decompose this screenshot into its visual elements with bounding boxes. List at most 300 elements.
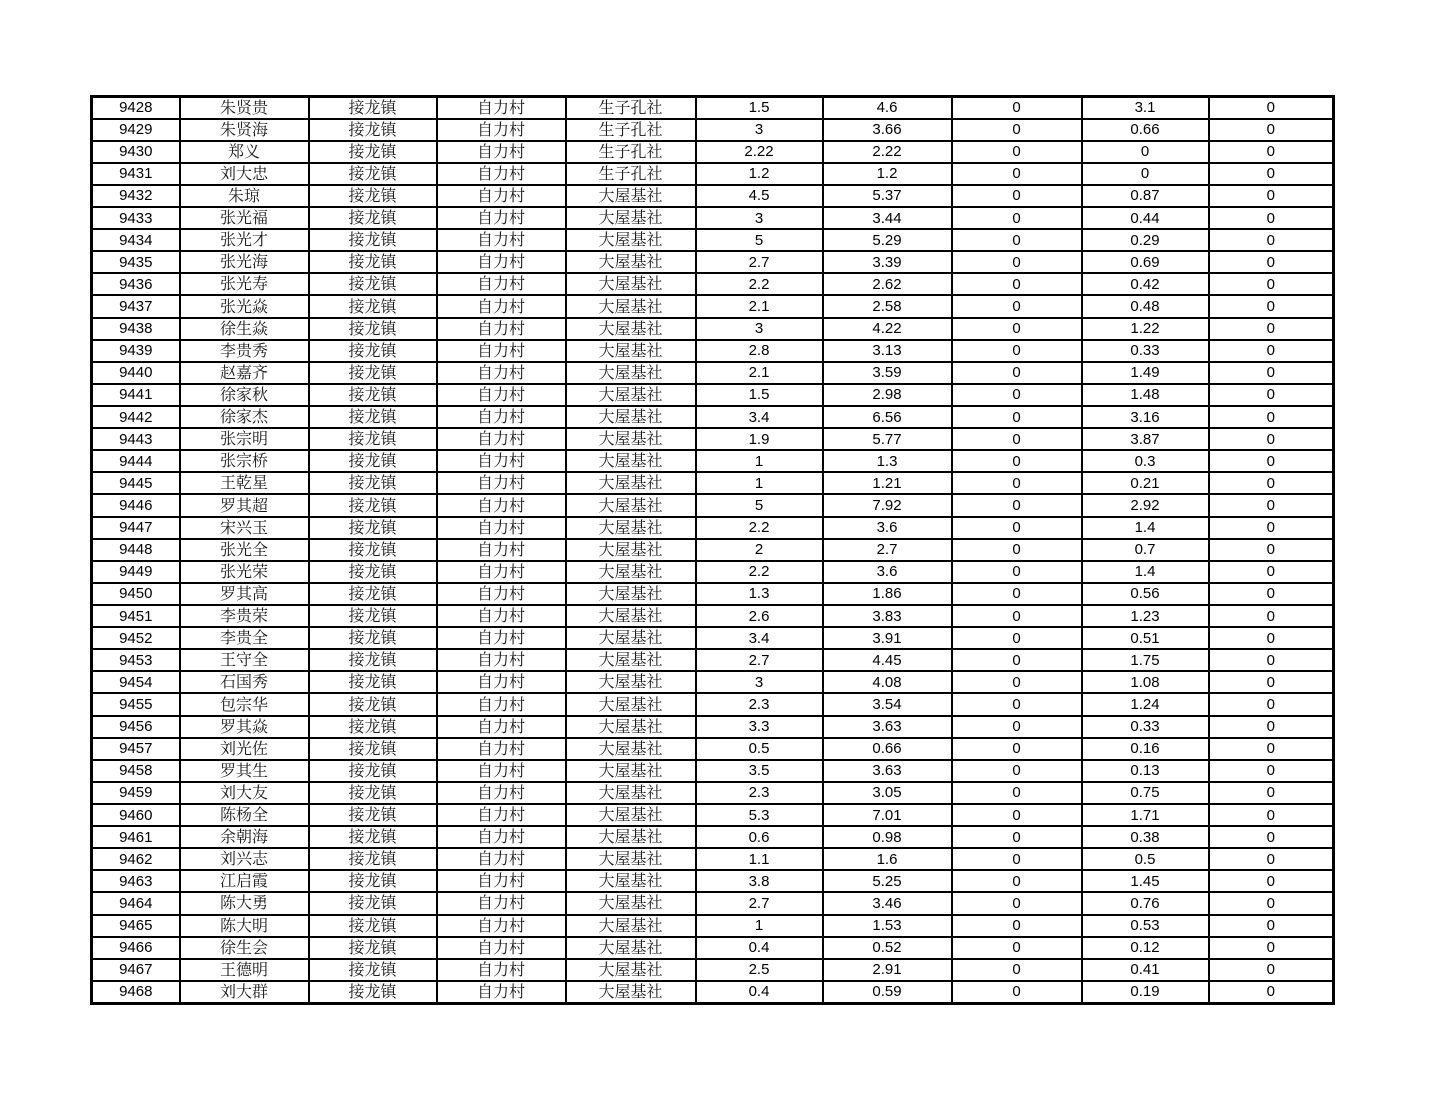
cell-person-id: 9445 <box>92 472 180 494</box>
cell-town: 接龙镇 <box>309 848 437 870</box>
cell-town: 接龙镇 <box>309 959 437 981</box>
cell-person-id: 9464 <box>92 892 180 914</box>
cell-village: 自力村 <box>437 738 566 760</box>
cell-value-4: 0.33 <box>1082 716 1209 738</box>
cell-town: 接龙镇 <box>309 870 437 892</box>
cell-person-id: 9449 <box>92 561 180 583</box>
cell-town: 接龙镇 <box>309 671 437 693</box>
cell-town: 接龙镇 <box>309 561 437 583</box>
cell-value-4: 1.08 <box>1082 671 1209 693</box>
cell-value-2: 1.3 <box>823 450 952 472</box>
table-row <box>92 892 1334 914</box>
cell-village: 自力村 <box>437 826 566 848</box>
cell-value-2: 3.66 <box>823 119 952 141</box>
cell-value-1: 2.1 <box>696 362 823 384</box>
table-row <box>92 185 1334 207</box>
cell-person-id: 9446 <box>92 494 180 516</box>
cell-value-4: 0.44 <box>1082 207 1209 229</box>
cell-value-1: 2.2 <box>696 517 823 539</box>
cell-hamlet: 生子孔社 <box>566 97 696 119</box>
cell-value-5: 0 <box>1209 915 1334 937</box>
cell-person-name: 李贵荣 <box>180 605 309 627</box>
cell-hamlet: 大屋基社 <box>566 782 696 804</box>
table-row <box>92 671 1334 693</box>
table-row <box>92 428 1334 450</box>
cell-value-5: 0 <box>1209 318 1334 340</box>
cell-value-2: 0.98 <box>823 826 952 848</box>
cell-value-5: 0 <box>1209 517 1334 539</box>
cell-hamlet: 大屋基社 <box>566 340 696 362</box>
cell-village: 自力村 <box>437 406 566 428</box>
cell-value-3: 0 <box>952 207 1082 229</box>
cell-person-name: 江启霞 <box>180 870 309 892</box>
cell-value-3: 0 <box>952 450 1082 472</box>
cell-village: 自力村 <box>437 384 566 406</box>
cell-village: 自力村 <box>437 229 566 251</box>
cell-person-name: 徐生焱 <box>180 318 309 340</box>
cell-value-3: 0 <box>952 782 1082 804</box>
cell-town: 接龙镇 <box>309 295 437 317</box>
cell-value-3: 0 <box>952 848 1082 870</box>
table-body <box>92 97 1334 1004</box>
cell-village: 自力村 <box>437 185 566 207</box>
table-row <box>92 273 1334 295</box>
cell-hamlet: 大屋基社 <box>566 981 696 1004</box>
cell-person-name: 王乾星 <box>180 472 309 494</box>
cell-person-id: 9438 <box>92 318 180 340</box>
cell-value-1: 1 <box>696 915 823 937</box>
cell-person-name: 罗其焱 <box>180 716 309 738</box>
cell-hamlet: 大屋基社 <box>566 428 696 450</box>
cell-value-5: 0 <box>1209 229 1334 251</box>
cell-value-3: 0 <box>952 716 1082 738</box>
cell-value-2: 3.59 <box>823 362 952 384</box>
cell-value-5: 0 <box>1209 671 1334 693</box>
cell-value-1: 3 <box>696 207 823 229</box>
cell-value-4: 1.49 <box>1082 362 1209 384</box>
cell-person-name: 刘大忠 <box>180 163 309 185</box>
cell-value-1: 5 <box>696 229 823 251</box>
cell-value-2: 4.6 <box>823 97 952 119</box>
cell-value-4: 1.75 <box>1082 649 1209 671</box>
cell-person-id: 9452 <box>92 627 180 649</box>
cell-person-id: 9454 <box>92 671 180 693</box>
cell-person-name: 陈大勇 <box>180 892 309 914</box>
cell-village: 自力村 <box>437 892 566 914</box>
cell-value-2: 3.6 <box>823 561 952 583</box>
cell-village: 自力村 <box>437 207 566 229</box>
cell-person-name: 罗其生 <box>180 760 309 782</box>
cell-person-id: 9441 <box>92 384 180 406</box>
cell-town: 接龙镇 <box>309 981 437 1004</box>
cell-value-2: 3.05 <box>823 782 952 804</box>
cell-village: 自力村 <box>437 782 566 804</box>
cell-village: 自力村 <box>437 141 566 163</box>
cell-town: 接龙镇 <box>309 539 437 561</box>
cell-value-2: 2.58 <box>823 295 952 317</box>
cell-value-3: 0 <box>952 318 1082 340</box>
cell-hamlet: 大屋基社 <box>566 583 696 605</box>
cell-value-5: 0 <box>1209 450 1334 472</box>
cell-value-5: 0 <box>1209 340 1334 362</box>
cell-value-2: 7.01 <box>823 804 952 826</box>
cell-hamlet: 大屋基社 <box>566 362 696 384</box>
cell-value-4: 1.22 <box>1082 318 1209 340</box>
cell-value-5: 0 <box>1209 207 1334 229</box>
cell-town: 接龙镇 <box>309 605 437 627</box>
cell-village: 自力村 <box>437 848 566 870</box>
cell-value-3: 0 <box>952 892 1082 914</box>
cell-hamlet: 大屋基社 <box>566 649 696 671</box>
cell-person-id: 9432 <box>92 185 180 207</box>
cell-town: 接龙镇 <box>309 649 437 671</box>
cell-value-1: 2.2 <box>696 561 823 583</box>
table-row <box>92 163 1334 185</box>
cell-village: 自力村 <box>437 959 566 981</box>
cell-value-1: 1.3 <box>696 583 823 605</box>
cell-value-2: 5.77 <box>823 428 952 450</box>
cell-value-2: 1.53 <box>823 915 952 937</box>
table-row <box>92 649 1334 671</box>
cell-value-2: 5.25 <box>823 870 952 892</box>
table-row <box>92 915 1334 937</box>
cell-value-3: 0 <box>952 295 1082 317</box>
cell-town: 接龙镇 <box>309 384 437 406</box>
cell-value-5: 0 <box>1209 362 1334 384</box>
cell-town: 接龙镇 <box>309 472 437 494</box>
table-row <box>92 384 1334 406</box>
cell-value-3: 0 <box>952 472 1082 494</box>
cell-town: 接龙镇 <box>309 141 437 163</box>
cell-village: 自力村 <box>437 605 566 627</box>
cell-value-3: 0 <box>952 826 1082 848</box>
cell-person-id: 9453 <box>92 649 180 671</box>
cell-person-name: 郑义 <box>180 141 309 163</box>
cell-hamlet: 大屋基社 <box>566 539 696 561</box>
cell-value-1: 0.6 <box>696 826 823 848</box>
cell-person-id: 9462 <box>92 848 180 870</box>
cell-value-4: 0.5 <box>1082 848 1209 870</box>
cell-town: 接龙镇 <box>309 207 437 229</box>
cell-village: 自力村 <box>437 295 566 317</box>
cell-value-3: 0 <box>952 251 1082 273</box>
cell-value-4: 0.42 <box>1082 273 1209 295</box>
cell-value-5: 0 <box>1209 716 1334 738</box>
cell-value-4: 1.4 <box>1082 517 1209 539</box>
cell-value-5: 0 <box>1209 649 1334 671</box>
cell-person-id: 9468 <box>92 981 180 1004</box>
cell-value-1: 4.5 <box>696 185 823 207</box>
cell-value-4: 0.66 <box>1082 119 1209 141</box>
cell-value-5: 0 <box>1209 119 1334 141</box>
cell-person-id: 9465 <box>92 915 180 937</box>
cell-village: 自力村 <box>437 716 566 738</box>
cell-value-5: 0 <box>1209 870 1334 892</box>
cell-person-name: 刘大群 <box>180 981 309 1004</box>
cell-village: 自力村 <box>437 517 566 539</box>
cell-town: 接龙镇 <box>309 163 437 185</box>
table-row <box>92 937 1334 959</box>
cell-town: 接龙镇 <box>309 782 437 804</box>
cell-person-name: 张光才 <box>180 229 309 251</box>
cell-value-4: 1.48 <box>1082 384 1209 406</box>
cell-village: 自力村 <box>437 472 566 494</box>
cell-town: 接龙镇 <box>309 627 437 649</box>
cell-value-3: 0 <box>952 804 1082 826</box>
cell-value-2: 3.13 <box>823 340 952 362</box>
table-row <box>92 472 1334 494</box>
cell-village: 自力村 <box>437 671 566 693</box>
cell-value-5: 0 <box>1209 892 1334 914</box>
cell-value-5: 0 <box>1209 185 1334 207</box>
cell-hamlet: 大屋基社 <box>566 870 696 892</box>
cell-value-5: 0 <box>1209 428 1334 450</box>
cell-hamlet: 大屋基社 <box>566 760 696 782</box>
table-row <box>92 141 1334 163</box>
cell-village: 自力村 <box>437 494 566 516</box>
cell-person-name: 罗其超 <box>180 494 309 516</box>
cell-hamlet: 大屋基社 <box>566 472 696 494</box>
cell-town: 接龙镇 <box>309 804 437 826</box>
cell-value-5: 0 <box>1209 141 1334 163</box>
cell-value-4: 1.71 <box>1082 804 1209 826</box>
cell-person-name: 张光焱 <box>180 295 309 317</box>
cell-person-name: 刘光佐 <box>180 738 309 760</box>
cell-person-name: 石国秀 <box>180 671 309 693</box>
cell-value-2: 3.63 <box>823 716 952 738</box>
cell-value-3: 0 <box>952 539 1082 561</box>
cell-person-id: 9440 <box>92 362 180 384</box>
cell-hamlet: 大屋基社 <box>566 937 696 959</box>
cell-hamlet: 大屋基社 <box>566 517 696 539</box>
cell-value-3: 0 <box>952 428 1082 450</box>
cell-value-2: 3.39 <box>823 251 952 273</box>
cell-person-name: 朱贤海 <box>180 119 309 141</box>
cell-person-id: 9434 <box>92 229 180 251</box>
cell-village: 自力村 <box>437 428 566 450</box>
cell-value-5: 0 <box>1209 295 1334 317</box>
table-row <box>92 716 1334 738</box>
cell-value-5: 0 <box>1209 826 1334 848</box>
cell-person-name: 赵嘉齐 <box>180 362 309 384</box>
data-table <box>90 95 1335 1005</box>
cell-town: 接龙镇 <box>309 450 437 472</box>
cell-value-4: 0.13 <box>1082 760 1209 782</box>
cell-value-2: 0.59 <box>823 981 952 1004</box>
cell-person-name: 张光全 <box>180 539 309 561</box>
cell-value-5: 0 <box>1209 273 1334 295</box>
cell-town: 接龙镇 <box>309 494 437 516</box>
table-sheet <box>90 95 1335 1005</box>
cell-value-3: 0 <box>952 627 1082 649</box>
table-row <box>92 494 1334 516</box>
cell-village: 自力村 <box>437 561 566 583</box>
cell-value-4: 0.33 <box>1082 340 1209 362</box>
cell-value-1: 3 <box>696 671 823 693</box>
cell-person-id: 9450 <box>92 583 180 605</box>
cell-hamlet: 大屋基社 <box>566 693 696 715</box>
cell-person-id: 9444 <box>92 450 180 472</box>
cell-value-4: 0 <box>1082 163 1209 185</box>
cell-value-5: 0 <box>1209 959 1334 981</box>
cell-value-4: 0.87 <box>1082 185 1209 207</box>
cell-town: 接龙镇 <box>309 915 437 937</box>
cell-village: 自力村 <box>437 251 566 273</box>
cell-value-3: 0 <box>952 340 1082 362</box>
cell-town: 接龙镇 <box>309 406 437 428</box>
cell-value-1: 5 <box>696 494 823 516</box>
cell-value-2: 5.29 <box>823 229 952 251</box>
table-row <box>92 981 1334 1004</box>
cell-person-id: 9451 <box>92 605 180 627</box>
cell-hamlet: 大屋基社 <box>566 826 696 848</box>
cell-value-2: 2.62 <box>823 273 952 295</box>
cell-value-1: 3.8 <box>696 870 823 892</box>
cell-value-2: 4.08 <box>823 671 952 693</box>
cell-value-4: 0.21 <box>1082 472 1209 494</box>
cell-value-3: 0 <box>952 671 1082 693</box>
cell-value-4: 1.45 <box>1082 870 1209 892</box>
cell-value-5: 0 <box>1209 406 1334 428</box>
cell-town: 接龙镇 <box>309 185 437 207</box>
cell-person-id: 9457 <box>92 738 180 760</box>
cell-value-4: 0.69 <box>1082 251 1209 273</box>
cell-value-3: 0 <box>952 561 1082 583</box>
cell-person-id: 9429 <box>92 119 180 141</box>
cell-value-5: 0 <box>1209 693 1334 715</box>
cell-value-3: 0 <box>952 273 1082 295</box>
cell-value-3: 0 <box>952 384 1082 406</box>
cell-hamlet: 大屋基社 <box>566 273 696 295</box>
cell-value-2: 5.37 <box>823 185 952 207</box>
cell-value-1: 1.5 <box>696 97 823 119</box>
table-row <box>92 760 1334 782</box>
cell-town: 接龙镇 <box>309 693 437 715</box>
cell-value-1: 1.2 <box>696 163 823 185</box>
cell-value-5: 0 <box>1209 472 1334 494</box>
cell-hamlet: 大屋基社 <box>566 915 696 937</box>
cell-person-name: 陈杨全 <box>180 804 309 826</box>
cell-village: 自力村 <box>437 760 566 782</box>
cell-hamlet: 大屋基社 <box>566 295 696 317</box>
cell-value-2: 2.22 <box>823 141 952 163</box>
cell-value-2: 0.66 <box>823 738 952 760</box>
cell-town: 接龙镇 <box>309 583 437 605</box>
cell-value-2: 3.91 <box>823 627 952 649</box>
cell-value-1: 1 <box>696 450 823 472</box>
cell-value-4: 0.12 <box>1082 937 1209 959</box>
cell-village: 自力村 <box>437 583 566 605</box>
table-row <box>92 207 1334 229</box>
cell-person-name: 张光荣 <box>180 561 309 583</box>
cell-person-name: 宋兴玉 <box>180 517 309 539</box>
table-row <box>92 826 1334 848</box>
cell-person-id: 9428 <box>92 97 180 119</box>
cell-value-3: 0 <box>952 649 1082 671</box>
cell-value-4: 0.3 <box>1082 450 1209 472</box>
cell-village: 自力村 <box>437 937 566 959</box>
cell-value-4: 0.41 <box>1082 959 1209 981</box>
cell-value-4: 0.19 <box>1082 981 1209 1004</box>
cell-hamlet: 大屋基社 <box>566 561 696 583</box>
cell-value-1: 2.8 <box>696 340 823 362</box>
cell-person-id: 9459 <box>92 782 180 804</box>
table-row <box>92 229 1334 251</box>
cell-value-5: 0 <box>1209 561 1334 583</box>
cell-value-3: 0 <box>952 163 1082 185</box>
cell-person-id: 9433 <box>92 207 180 229</box>
cell-village: 自力村 <box>437 119 566 141</box>
cell-person-name: 刘兴志 <box>180 848 309 870</box>
cell-value-2: 1.6 <box>823 848 952 870</box>
cell-person-name: 朱贤贵 <box>180 97 309 119</box>
cell-town: 接龙镇 <box>309 340 437 362</box>
cell-person-id: 9442 <box>92 406 180 428</box>
cell-value-3: 0 <box>952 760 1082 782</box>
cell-value-1: 2.7 <box>696 251 823 273</box>
cell-value-1: 2 <box>696 539 823 561</box>
cell-town: 接龙镇 <box>309 428 437 450</box>
cell-value-2: 2.7 <box>823 539 952 561</box>
cell-value-5: 0 <box>1209 163 1334 185</box>
cell-value-3: 0 <box>952 494 1082 516</box>
cell-value-3: 0 <box>952 406 1082 428</box>
cell-value-3: 0 <box>952 141 1082 163</box>
cell-town: 接龙镇 <box>309 517 437 539</box>
cell-value-4: 3.87 <box>1082 428 1209 450</box>
cell-value-1: 2.6 <box>696 605 823 627</box>
cell-town: 接龙镇 <box>309 318 437 340</box>
cell-village: 自力村 <box>437 870 566 892</box>
cell-value-1: 2.1 <box>696 295 823 317</box>
cell-hamlet: 生子孔社 <box>566 119 696 141</box>
cell-value-1: 2.3 <box>696 693 823 715</box>
cell-town: 接龙镇 <box>309 892 437 914</box>
cell-person-name: 余朝海 <box>180 826 309 848</box>
cell-person-name: 李贵秀 <box>180 340 309 362</box>
cell-hamlet: 大屋基社 <box>566 738 696 760</box>
cell-value-1: 3 <box>696 119 823 141</box>
cell-hamlet: 大屋基社 <box>566 716 696 738</box>
cell-value-4: 0 <box>1082 141 1209 163</box>
cell-value-4: 0.53 <box>1082 915 1209 937</box>
cell-hamlet: 大屋基社 <box>566 251 696 273</box>
cell-value-2: 1.2 <box>823 163 952 185</box>
table-row <box>92 406 1334 428</box>
cell-value-2: 1.86 <box>823 583 952 605</box>
cell-value-2: 1.21 <box>823 472 952 494</box>
cell-hamlet: 大屋基社 <box>566 605 696 627</box>
cell-person-name: 朱琼 <box>180 185 309 207</box>
table-row <box>92 605 1334 627</box>
table-row <box>92 318 1334 340</box>
cell-person-id: 9435 <box>92 251 180 273</box>
cell-person-id: 9430 <box>92 141 180 163</box>
cell-person-id: 9443 <box>92 428 180 450</box>
cell-person-name: 徐家秋 <box>180 384 309 406</box>
table-row <box>92 738 1334 760</box>
table-row <box>92 627 1334 649</box>
cell-value-1: 3.3 <box>696 716 823 738</box>
cell-value-4: 0.29 <box>1082 229 1209 251</box>
cell-value-2: 7.92 <box>823 494 952 516</box>
cell-hamlet: 大屋基社 <box>566 406 696 428</box>
cell-value-5: 0 <box>1209 627 1334 649</box>
cell-hamlet: 大屋基社 <box>566 804 696 826</box>
table-row <box>92 539 1334 561</box>
cell-person-name: 张光海 <box>180 251 309 273</box>
cell-person-id: 9431 <box>92 163 180 185</box>
